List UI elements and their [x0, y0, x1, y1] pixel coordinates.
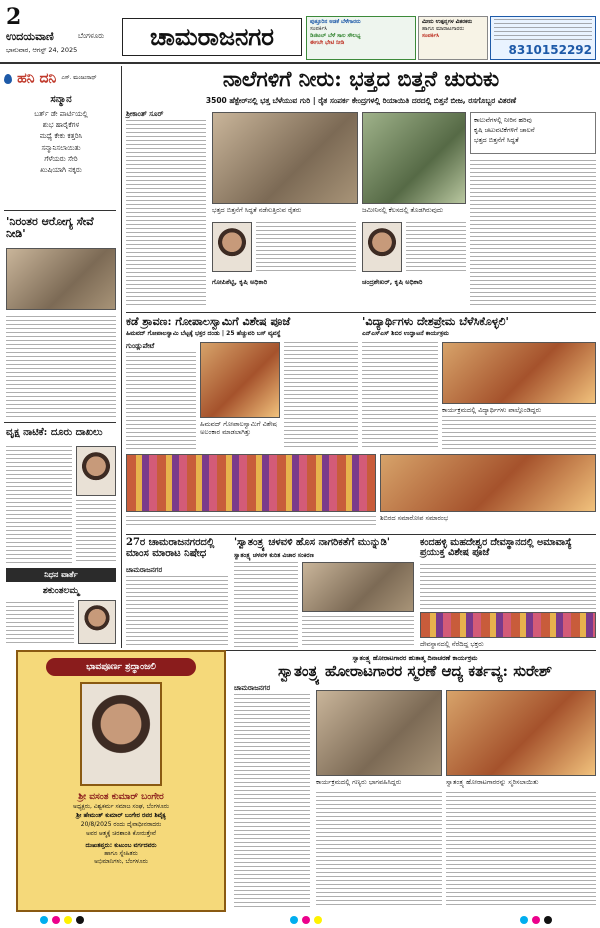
lead-subheadline: 3500 ಹೆಕ್ಟೇರ್‌ನಲ್ಲಿ ಭತ್ತ ಬೆಳೆಯುವ ಗುರಿ | ರೈತ ಸಂಪರ್ಕ ಕೇಂದ್ರಗಳಲ್ಲಿ ರಿಯಾಯಿತಿ ದರದಲ್ಲಿ ಬಿತ್ತನೆ ಬೀಜ, ರಸಗೊಬ್ಬರ ವಿತರಣೆ: [205, 96, 517, 105]
poem-line: ಶುಭ ಹಾರೈಕೆಗಳ: [42, 121, 80, 130]
bottom-caption-1: ಕಾರ್ಯಕ್ರಮದಲ್ಲಿ ಗಣ್ಯರು ಭಾಗವಹಿಸಿದ್ದರು: [316, 778, 402, 786]
ban-body: [126, 576, 228, 648]
registration-dot: [52, 916, 60, 924]
puja-caption: ಹಿಮವದ್ ಗೋಪಾಲಸ್ವಾಮಿಗೆ ವಿಶೇಷ ಅಲಂಕಾರ ಮಾಡಲಾಗಿತ್ತು: [200, 420, 277, 437]
puja-headline: ಕಡೆ ಶ್ರಾವಣ: ಗೋಪಾಲಸ್ವಾಮಿಗೆ ವಿಶೇಷ ಪೂಜೆ: [126, 315, 291, 328]
quote1-text: [256, 222, 356, 272]
city-name: ಬೆಂಗಳೂರು: [78, 32, 105, 40]
tribute-ad[interactable]: [16, 650, 226, 912]
bottom-photo-1: [316, 690, 442, 776]
temple-caption: ದೇವಸ್ಥಾನದಲ್ಲಿ ನೆರೆದಿದ್ದ ಭಕ್ತರು: [420, 640, 484, 648]
obituary-banner: ನಿಧನ ವಾರ್ತೆ: [6, 568, 116, 582]
obituary-photo: [78, 600, 116, 644]
poem-line: ಖುಷಿಯಾಗಿ ನಕ್ಕರು: [40, 165, 82, 174]
tribute-banner: ಭಾವಪೂರ್ಣ ಶ್ರದ್ಧಾಂಜಲಿ: [46, 658, 196, 676]
temple-body: [420, 564, 596, 610]
students-photo-2: [380, 454, 596, 512]
registration-dot: [290, 916, 298, 924]
bottom-kicker: ಸ್ವಾತಂತ್ರ್ಯ ಹೋರಾಟಗಾರರ ಹುತಾತ್ಮ ದಿನಾಚರಣೆ ಕಾರ್ಯಕ್ರಮ: [352, 654, 478, 662]
ad1-line: ಸಂಪರ್ಕಿಸಿ: [310, 26, 328, 32]
registration-dot: [76, 916, 84, 924]
story2-body-b: [76, 500, 116, 564]
freedom-photo: [302, 562, 414, 612]
lead-headline: ನಾಲೆಗಳಿಗೆ ನೀರು: ಭತ್ತದ ಬಿತ್ತನೆ ಚುರುಕು: [222, 66, 500, 91]
poem-line: ಬರ್ತ್ ಡೇ ಪಾರ್ಟಿಯಲ್ಲಿ: [34, 110, 88, 118]
registration-dot: [520, 916, 528, 924]
bottom-body-col2: [316, 792, 442, 908]
ad-banner-3[interactable]: [490, 16, 596, 60]
section-title: ಚಾಮರಾಜನಗರ: [122, 18, 302, 56]
lead-body-col1: [126, 120, 206, 308]
hani-dani-logo: [4, 68, 116, 88]
freedom-subheadline: ಸ್ವಾತಂತ್ರ್ಯ ಚಳವಳಿ ಕುರಿತ ವಿಚಾರ ಸಂಕಿರಣ: [234, 552, 314, 559]
registration-dot: [314, 916, 322, 924]
puja-subheadline: ಹಿಮವದ್ ಗೋಪಾಲಸ್ವಾಮಿ ಬೆಟ್ಟಕ್ಕೆ ಭಕ್ತರ ದಂಡು | 25 ಹೆಚ್ಚುವರಿ ಬಸ್ ವ್ಯವಸ್ಥೆ: [126, 330, 281, 337]
lead-bullets: [470, 112, 596, 154]
registration-dot: [532, 916, 540, 924]
poem-line: ಗೆಳೆಯರು ಸೇರಿ: [44, 154, 78, 163]
date-line: ಭಾನುವಾರ, ಆಗಸ್ಟ್ 24, 2025: [6, 46, 78, 54]
registration-dot: [544, 916, 552, 924]
story1-headline: 'ನಿರಂತರ ಆರೋಗ್ಯ ಸೇವೆ ನೀಡಿ': [6, 215, 94, 240]
left-column: [0, 66, 120, 618]
ad2-phone: 8310152292: [508, 43, 592, 57]
ad1-line: ಪುತ್ತೂರಿನ ಅಡಕೆ ಬೆಳೆಗಾರರು: [310, 19, 361, 25]
students-caption-2: ಶಿಬಿರದ ಸಮಾರೋಪ ಸಮಾರಂಭ: [380, 514, 449, 522]
bottom-body-col3: [446, 792, 596, 908]
puja-body: [126, 352, 196, 450]
lead-byline: ಶ್ರೀಕಾಂತ್ ಸೂರ್: [126, 110, 164, 118]
students-body: [362, 342, 438, 450]
poem-line: ಮಧ್ಯೆ ಕೇಕು ಕತ್ತರಿಸಿ: [39, 132, 83, 141]
quote1-photo: [212, 222, 252, 272]
divider: [4, 422, 116, 423]
students-photo: [442, 342, 596, 404]
ad-banner-1[interactable]: [306, 16, 416, 60]
poem-line: ಸನ್ಮಾನಿಸಲಾಯಿತು: [41, 143, 81, 152]
ad1-line: ಈಗಲೇ ಭೇಟಿ ನೀಡಿ: [310, 40, 345, 46]
bottom-caption-2: ಸ್ವಾತಂತ್ರ್ಯ ಹೋರಾಟಗಾರರನ್ನು ಸ್ಮರಿಸಲಾಯಿತು: [446, 778, 539, 786]
students-body-b: [442, 416, 596, 450]
divider: [4, 210, 116, 211]
lead-photo-2: [362, 112, 466, 204]
ad1-line: ಡಿಜಿಟಲ್ ಬೆಳೆ ಸಾಲ ಸೌಲಭ್ಯ: [310, 33, 361, 39]
tribute-line: ಅವರ ಆತ್ಮಕ್ಕೆ ಚಿರಶಾಂತಿ ಕೋರುತ್ತೇವೆ: [86, 830, 156, 837]
obituary-body: [6, 602, 74, 646]
tribute-footer: ಅಭಿಮಾನಿಗಳು, ಬೆಂಗಳೂರು: [94, 858, 148, 865]
tribute-line: ಶ್ರೀ ಹೇಮಂತ್ ಕುಮಾರ್ ಬಂಗೇರ ರವರ ಶಿವೈಕ್ಯ: [76, 812, 166, 819]
left-vertical-rule: [121, 66, 122, 648]
poem-title: ಸನ್ಮಾನ: [50, 94, 72, 105]
story2-body: [6, 446, 72, 564]
lead-body-right: [470, 160, 596, 308]
registration-dot: [64, 916, 72, 924]
bullet-item: ಭತ್ತದ ಬಿತ್ತನೆಗೆ ಸಿದ್ಧತೆ: [474, 135, 519, 144]
page-number: 2: [6, 4, 22, 30]
registration-marks: [0, 914, 600, 926]
tribute-name: ಶ್ರೀ ವಸಂತ ಕುಮಾರ್ ಬಂಗೇರ: [78, 792, 164, 802]
obituary-name: ಶಕುಂತಲಮ್ಮ: [42, 586, 80, 596]
bottom-photo-2: [446, 690, 596, 776]
puja-crowd-photo: [126, 454, 376, 512]
ban-headline: 27ರ ಚಾಮರಾಜನಗರದಲ್ಲಿ ಮಾಂಸ ಮಾರಾಟ ನಿಷೇಧ: [126, 537, 215, 559]
masthead: [0, 0, 600, 62]
freedom-body-b: [302, 616, 414, 648]
registration-dot: [302, 916, 310, 924]
ad3-text: [494, 19, 592, 43]
divider: [126, 312, 596, 313]
students-subheadline: ಎನ್‌ಎಸ್‌ಎಸ್ ಶಿಬಿರ ಉದ್ಘಾಟನೆ ಕಾರ್ಯಕ್ರಮ: [362, 330, 449, 337]
registration-dot: [40, 916, 48, 924]
crowd-caption-lines: [126, 516, 376, 528]
ad2-line: ಸಂಪರ್ಕಿಸಿ: [422, 33, 440, 39]
tribute-line: 20/8/2025 ರಂದು ದೈವಾಧೀನರಾದರು: [80, 821, 162, 828]
puja-byline: ಗುಂಡ್ಲುಪೇಟೆ: [126, 342, 155, 350]
ad2-line: ಹಾಗೂ ಮಾರಾಟಗಾರರು: [422, 26, 465, 32]
story1-photo: [6, 248, 116, 310]
puja-photo: [200, 342, 280, 418]
temple-headline: ಕಂದಹಳ್ಳಿ ಮಹದೇಶ್ವರ ದೇವಸ್ಥಾನದಲ್ಲಿ ಅಮಾವಾಸ್ಯೆ ಪ್ರಯುಕ್ತ ವಿಶೇಷ ಪೂಜೆ: [420, 537, 572, 558]
bottom-body-col1: [234, 694, 310, 908]
students-caption: ಕಾರ್ಯಕ್ರಮದಲ್ಲಿ ವಿದ್ಯಾರ್ಥಿಗಳು ಪಾಲ್ಗೊಂಡಿದ್ದರು: [442, 406, 542, 414]
hani-dani-byline: ಎಸ್. ಮಂಜುನಾಥ್: [61, 75, 97, 81]
story1-body: [6, 316, 116, 418]
bullet-item: ಕೃಷಿ ಚಟುವಟಿಕೆಗಳಿಗೆ ಚಾಲನೆ: [474, 125, 535, 134]
tribute-footer: ಹಾಗೂ ಸ್ನೇಹಿತರು: [104, 850, 138, 857]
freedom-headline: 'ಸ್ವಾತಂತ್ರ್ಯ ಚಳವಳಿ ಹೊಸ ನಾಗರಿಕತೆಗೆ ಮುನ್ನುಡಿ': [234, 537, 390, 548]
students-headline: 'ವಿದ್ಯಾರ್ಥಿಗಳು ದೇಶಪ್ರೇಮ ಬೆಳೆಸಿಕೊಳ್ಳಲಿ': [362, 315, 509, 328]
tribute-footer: ದುಃಖತಪ್ತರು: ಕುಟುಂಬ ವರ್ಗದವರು: [85, 842, 157, 849]
quote1-name: ಗೋಪಿಶೆಟ್ಟಿ, ಕೃಷಿ ಅಧಿಕಾರಿ: [212, 278, 268, 286]
ban-byline: ಚಾಮರಾಜನಗರ: [126, 566, 163, 574]
masthead-divider: [0, 62, 600, 64]
bottom-byline: ಚಾಮರಾಜನಗರ: [234, 684, 271, 692]
freedom-body: [234, 562, 298, 648]
quote2-name: ಚಂದ್ರಶೇಖರ್, ಕೃಷಿ ಅಧಿಕಾರಿ: [362, 278, 423, 286]
puja-body-b: [284, 342, 358, 450]
ad2-line: ಮೀನು ಉತ್ಪನ್ನಗಳ ವಿತರಕರು: [422, 19, 473, 25]
tribute-portrait: [80, 682, 162, 786]
drop-icon: [4, 74, 12, 84]
divider: [126, 534, 596, 535]
quote2-photo: [362, 222, 402, 272]
paper-name: ಉದಯವಾಣಿ: [6, 30, 54, 43]
temple-photo: [420, 612, 596, 638]
lead-caption-1: ಭತ್ತದ ಬಿತ್ತನೆಗೆ ಸಿದ್ಧತೆ ನಡೆಸುತ್ತಿರುವ ರೈತರು: [212, 206, 302, 214]
poem-box: [8, 94, 114, 206]
bottom-headline: ಸ್ವಾತಂತ್ರ್ಯ ಹೋರಾಟಗಾರರ ಸ್ಮರಣೆ ಆದ್ಯ ಕರ್ತವ್ಯ: ಸುರೇಶ್: [278, 662, 552, 680]
quote2-text: [406, 222, 466, 272]
story2-photo: [76, 446, 116, 496]
bullet-item: ಕಾಲುವೆಗಳಲ್ಲಿ ನೀರಿನ ಹರಿವು: [474, 116, 532, 124]
hani-dani-brand: ಹನಿ ದನಿ: [17, 70, 57, 87]
story2-headline: ವೃಕ್ಷ ನಾಟಿಕೆ: ದೂರು ದಾಖಲು: [6, 427, 103, 438]
lead-photo-1: [212, 112, 358, 204]
tribute-line: ಅಧ್ಯಕ್ಷರು, ವಿಶ್ವಕರ್ಮ ಸಮಾಜ ಸಂಘ, ಬೆಂಗಳೂರು: [73, 803, 169, 810]
ad-banner-2[interactable]: [418, 16, 488, 60]
lead-caption-2: ಜಮೀನಿನಲ್ಲಿ ಕೆಲಸದಲ್ಲಿ ತೊಡಗಿರುವುದು: [362, 206, 444, 214]
